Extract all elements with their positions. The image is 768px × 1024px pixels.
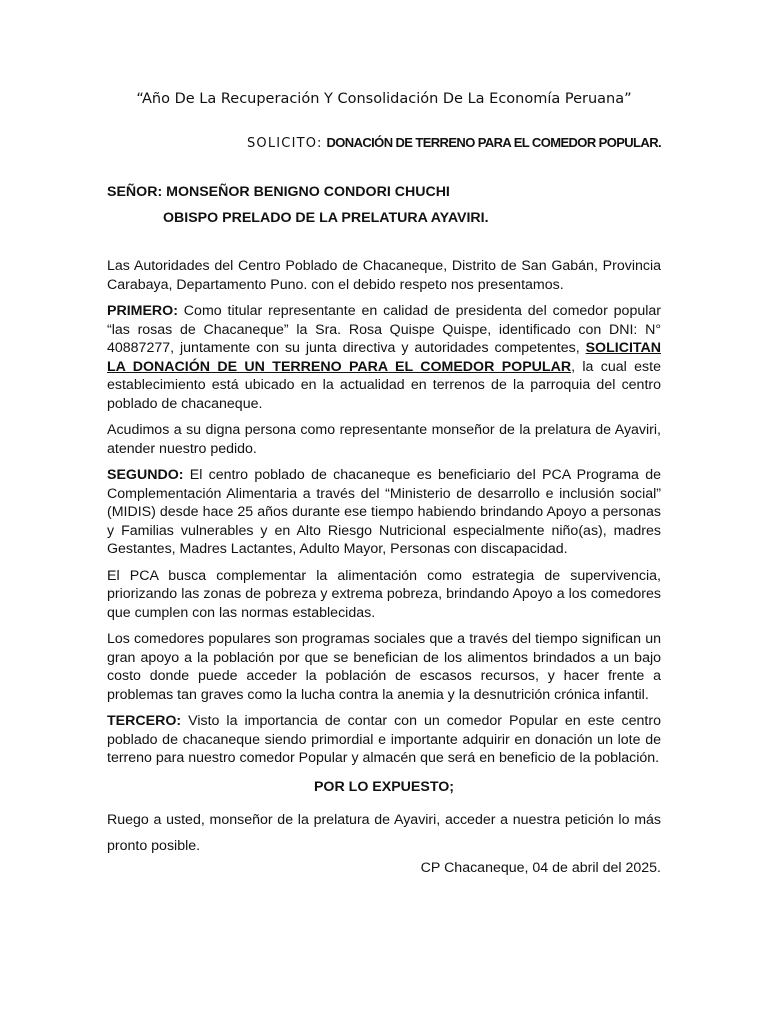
segundo-label: SEGUNDO: (107, 467, 184, 483)
addressee-title: OBISPO PRELADO DE LA PRELATURA AYAVIRI. (163, 210, 489, 226)
segundo-paragraph (107, 466, 661, 559)
solicito-subject: DONACIÓN DE TERRENO PARA EL COMEDOR POPULAR. (326, 135, 661, 150)
addressee-name: SEÑOR: MONSEÑOR BENIGNO CONDORI CHUCHI (107, 184, 450, 200)
pca-paragraph: El PCA busca complementar la alimentación como estrategia de supervivencia, priorizando las zonas de pobreza y extrema pobreza, brindando Apoyo a los comedores que cumplen con las normas establecidas. (107, 567, 661, 621)
primero-label: PRIMERO: (107, 303, 178, 319)
segundo-text: El centro poblado de chacaneque es beneficiario del PCA Programa de Complementación Alimentaria a través del “Ministerio de desarrollo e inclusión social” (MIDIS) desde hace 25 años durante ese tiempo habiendo brindando Apoyo a personas y Familias vulnerables y en Alto Riesgo Nutricional especialmente niño(as), madres Gestantes, Madres Lactantes, Adulto Mayor, Personas con discapacidad. (107, 467, 661, 557)
tercero-text: Visto la importancia de contar con un comedor Popular en este centro poblado de chacaneque siendo primordial e importante adquirir en donación un lote de terreno para nuestro comedor Popular y almacén que será en beneficio de la población. (107, 713, 661, 766)
tercero-paragraph (107, 712, 661, 768)
tercero-label: TERCERO: (107, 713, 182, 729)
solicito-label: SOLICITO: (246, 136, 323, 151)
closing-heading: POR LO EXPUESTO; (313, 778, 455, 795)
intro-paragraph: Las Autoridades del Centro Poblado de Chacaneque, Distrito de San Gabán, Provincia Carabaya, Departamento Puno. con el debido respeto nos presentamos. (107, 258, 661, 293)
year-title: “Año De La Recuperación Y Consolidación De La Economía Peruana” (136, 91, 632, 107)
primero-text-b: , la cual este establecimiento está ubicado en la actualidad en terrenos de la parroquia del centro poblado de chacaneque. (107, 358, 661, 412)
letter-body (107, 257, 661, 886)
primero-request: SOLICITAN LA DONACIÓN DE UN TERRENO PARA EL COMEDOR POPULAR (107, 340, 661, 375)
comedores-paragraph: Los comedores populares son programas sociales que a través del tiempo significan un gran apoyo a la población por que se benefician de los alimentos brindados a un bajo costo donde puede acceder la población de escasos recursos, y hacer frente a problemas tan graves como la lucha contra la anemia y la desnutrición crónica infantil. (107, 631, 661, 703)
primero-paragraph (107, 302, 661, 413)
date-line: CP Chacaneque, 04 de abril del 2025. (420, 860, 661, 876)
ruego-paragraph: Ruego a usted, monseñor de la prelatura de Ayaviri, acceder a nuestra petición lo más pronto posible. (107, 812, 661, 854)
solicito-line (100, 134, 661, 154)
primero-text-a: Como titular representante en calidad de presidenta del comedor popular “las rosas de Chacaneque” la Sra. Rosa Quispe Quispe, identificado con DNI: N° 40887277, juntamente con su junta directiva y autoridades competentes, (107, 303, 661, 356)
acudimos-paragraph: Acudimos a su digna persona como representante monseñor de la prelatura de Ayaviri, atender nuestro pedido. (107, 422, 661, 457)
